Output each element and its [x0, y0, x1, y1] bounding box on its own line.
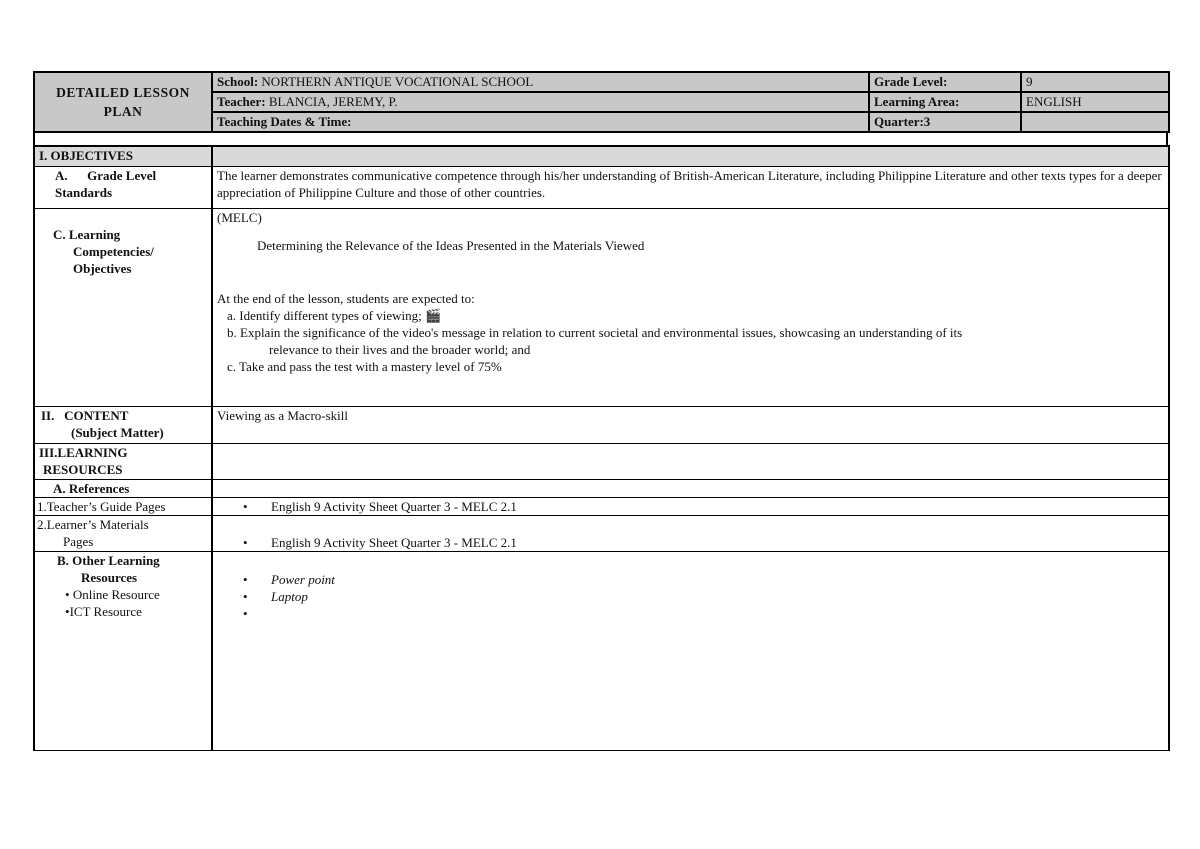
- quarter-blank: [1021, 112, 1169, 132]
- melc-title: Determining the Relevance of the Ideas Presented in the Materials Viewed: [257, 237, 645, 253]
- teacher-label: Teacher:: [217, 94, 266, 109]
- teacher-value: BLANCIA, JEREMY, P.: [268, 94, 398, 109]
- teacher-field: [212, 92, 869, 112]
- quarter-label: Quarter:3: [869, 112, 1021, 132]
- content-label-2: (Subject Matter): [71, 424, 164, 440]
- clapperboard-icon: 🎬: [424, 307, 442, 323]
- learners-materials-cell: [212, 515, 1169, 551]
- content-value: Viewing as a Macro-skill: [212, 406, 1169, 443]
- learners-materials-label: [34, 515, 212, 551]
- grade-level-value: 9: [1021, 72, 1169, 92]
- learners-materials-label-1: 2.Learner’s Materials: [37, 516, 149, 532]
- grade-level-label: Grade Level:: [869, 72, 1021, 92]
- objectives-heading-blank: [212, 146, 1169, 166]
- header-table: [33, 71, 1170, 133]
- school-label: School:: [217, 74, 259, 89]
- learners-materials-label-2: Pages: [63, 533, 94, 549]
- other-resources-label-2: Resources: [81, 569, 138, 585]
- content-table: [33, 145, 1170, 751]
- resources-heading-1: III.LEARNING: [39, 444, 128, 460]
- objective-c: c. Take and pass the test with a mastery level of 75%: [227, 358, 502, 374]
- content-label-1: II. CONTENT: [41, 407, 129, 423]
- school-field: [212, 72, 869, 92]
- learning-area-value: ENGLISH: [1021, 92, 1169, 112]
- learners-materials-value: • English 9 Activity Sheet Quarter 3 - MELC 2.1: [213, 534, 1164, 551]
- grade-standards-row: [34, 166, 1169, 208]
- competencies-label-rest: Competencies/ Objectives: [73, 243, 154, 276]
- resources-heading-row: [34, 443, 1169, 479]
- objective-b-line2: relevance to their lives and the broader world; and: [269, 341, 531, 357]
- content-label: [34, 406, 212, 443]
- objectives-heading-row: [34, 146, 1169, 166]
- grade-standards-letter: A.: [55, 167, 68, 183]
- resources-heading: [34, 443, 212, 479]
- other-resources-label: [34, 551, 212, 750]
- grade-standards-text: The learner demonstrates communicative competence through his/her understanding of British-American Literature, including Philippine Literature and other texts types for a deeper appreciation of Philippine Culture and those of other countries.: [212, 166, 1169, 208]
- resources-heading-2: RESOURCES: [43, 461, 123, 477]
- school-value: NORTHERN ANTIQUE VOCATIONAL SCHOOL: [261, 74, 534, 89]
- references-row: [34, 479, 1169, 497]
- teachers-guide-cell: [212, 497, 1169, 515]
- content-row: [34, 406, 1169, 443]
- references-label: A. References: [34, 479, 212, 497]
- online-resource-label: Online Resource: [72, 586, 160, 602]
- teachers-guide-value: • English 9 Activity Sheet Quarter 3 - MELC 2.1: [213, 498, 1164, 515]
- document-title: DETAILED LESSON PLAN: [34, 72, 212, 132]
- other-resources-label-1: B. Other Learning: [57, 552, 160, 568]
- teachers-guide-row: [34, 497, 1169, 515]
- lesson-plan-sheet: [33, 71, 1168, 751]
- objectives-heading: I. OBJECTIVES: [34, 146, 212, 166]
- teachers-guide-label: 1.Teacher’s Guide Pages: [34, 497, 212, 515]
- competencies-row: [34, 208, 1169, 406]
- objective-b-line1: b. Explain the significance of the video's message in relation to current societal and environmental issues, showcasing an understanding of its: [227, 324, 963, 340]
- objective-a-text: a. Identify different types of viewing;: [227, 307, 422, 323]
- ict-resource-label: ICT Resource: [69, 603, 142, 619]
- teaching-dates-label: Teaching Dates & Time:: [212, 112, 869, 132]
- online-resource-item: • Online Resource: [65, 586, 160, 602]
- references-blank: [212, 479, 1169, 497]
- other-resources-list: [213, 571, 1164, 622]
- objectives-intro: At the end of the lesson, students are expected to:: [217, 290, 475, 306]
- grade-standards-label: [34, 166, 212, 208]
- other-resource-item: • Power point: [213, 571, 1164, 588]
- resources-heading-blank: [212, 443, 1169, 479]
- learners-materials-row: [34, 515, 1169, 551]
- other-resources-content: [212, 551, 1169, 750]
- spacer-row: [33, 133, 1168, 145]
- competencies-label-c: C. Learning: [53, 226, 121, 242]
- other-resource-item: [213, 605, 1164, 622]
- competencies-label: [34, 208, 212, 406]
- other-resources-row: [34, 551, 1169, 750]
- learning-area-label: Learning Area:: [869, 92, 1021, 112]
- other-resource-item: • Laptop: [213, 588, 1164, 605]
- competencies-content: [212, 208, 1169, 406]
- ict-resource-item: •ICT Resource: [65, 603, 142, 619]
- objective-a: [217, 307, 1164, 324]
- melc-label: (MELC): [217, 209, 262, 225]
- grade-standards-title: Grade Level Standards: [55, 167, 157, 200]
